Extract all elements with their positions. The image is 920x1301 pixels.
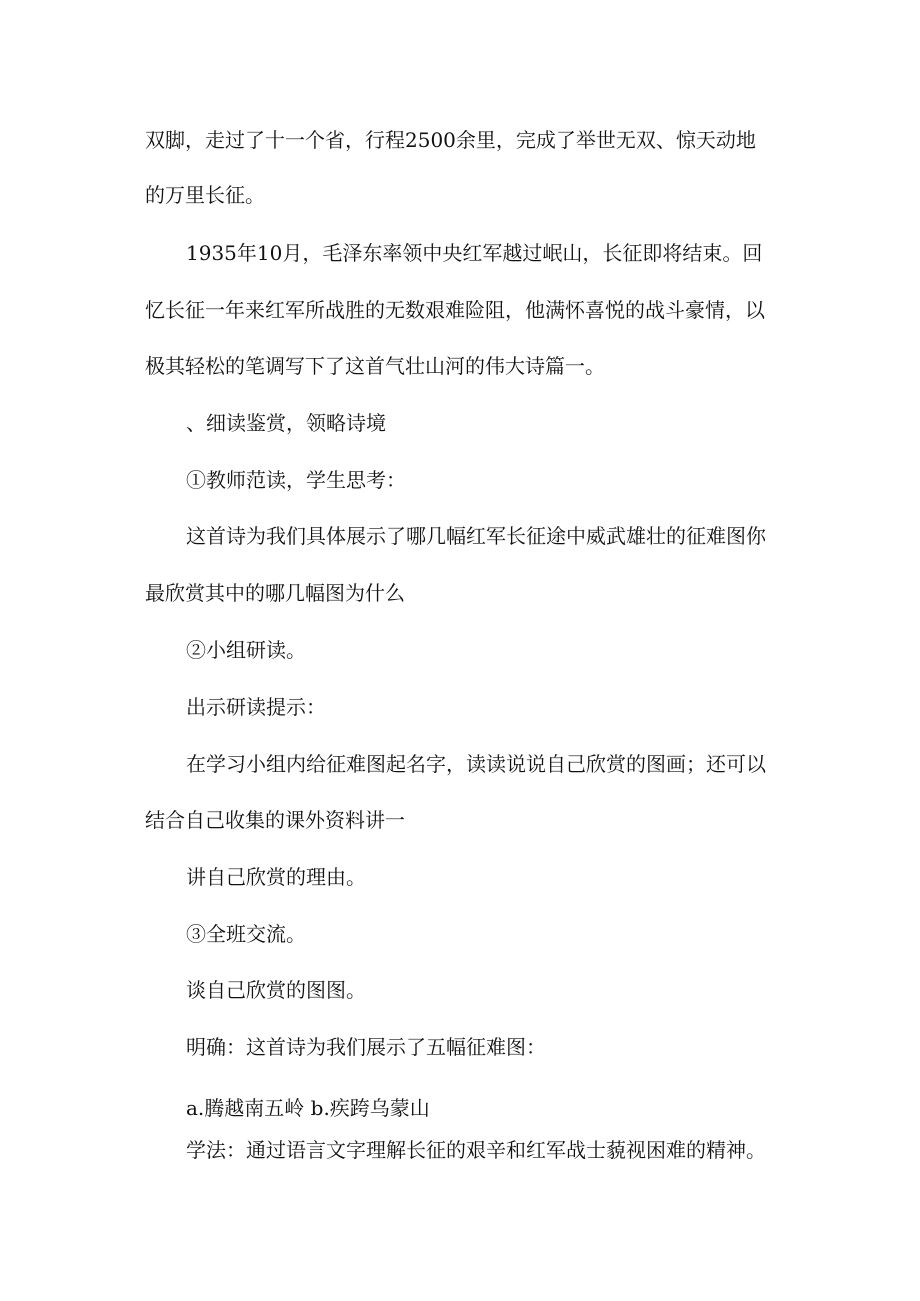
paragraph-line: 忆长征一年来红军所战胜的无数艰难险阻，他满怀喜悦的战斗豪情，以 xyxy=(145,298,765,322)
paragraph-line: 这首诗为我们具体展示了哪几幅红军长征途中威武雄壮的征难图你 xyxy=(186,524,766,548)
paragraph-line: 双脚，走过了十一个省，行程2500余里，完成了举世无双、惊天动地 xyxy=(145,128,756,152)
paragraph-line: 极其轻松的笔调写下了这首气壮山河的伟大诗篇一。 xyxy=(145,354,605,378)
step-heading: ①教师范读，学生思考： xyxy=(186,468,406,492)
list-item: a.腾越南五岭 b.疾跨乌蒙山 xyxy=(186,1096,430,1120)
step-heading: ③全班交流。 xyxy=(186,922,306,946)
paragraph-line: 最欣赏其中的哪几幅图为什么 xyxy=(145,581,405,605)
paragraph-line: 谈自己欣赏的图图。 xyxy=(186,978,366,1002)
paragraph-line: 1935年10月，毛泽东率领中央红军越过岷山，长征即将结束。回 xyxy=(186,241,763,265)
paragraph-line: 明确：这首诗为我们展示了五幅征难图： xyxy=(186,1035,546,1059)
paragraph-line: 出示研读提示： xyxy=(186,695,326,719)
paragraph-line: 学法：通过语言文字理解长征的艰辛和红军战士藐视困难的精神。 xyxy=(186,1138,766,1162)
paragraph-line: 在学习小组内给征难图起名字，读读说说自己欣赏的图画；还可以 xyxy=(186,752,766,776)
section-heading: 、细读鉴赏，领略诗境 xyxy=(186,411,386,435)
step-heading: ②小组研读。 xyxy=(186,638,306,662)
paragraph-line: 讲自己欣赏的理由。 xyxy=(186,865,366,889)
paragraph-line: 的万里长征。 xyxy=(145,183,265,207)
paragraph-line: 结合自己收集的课外资料讲一 xyxy=(145,808,405,832)
